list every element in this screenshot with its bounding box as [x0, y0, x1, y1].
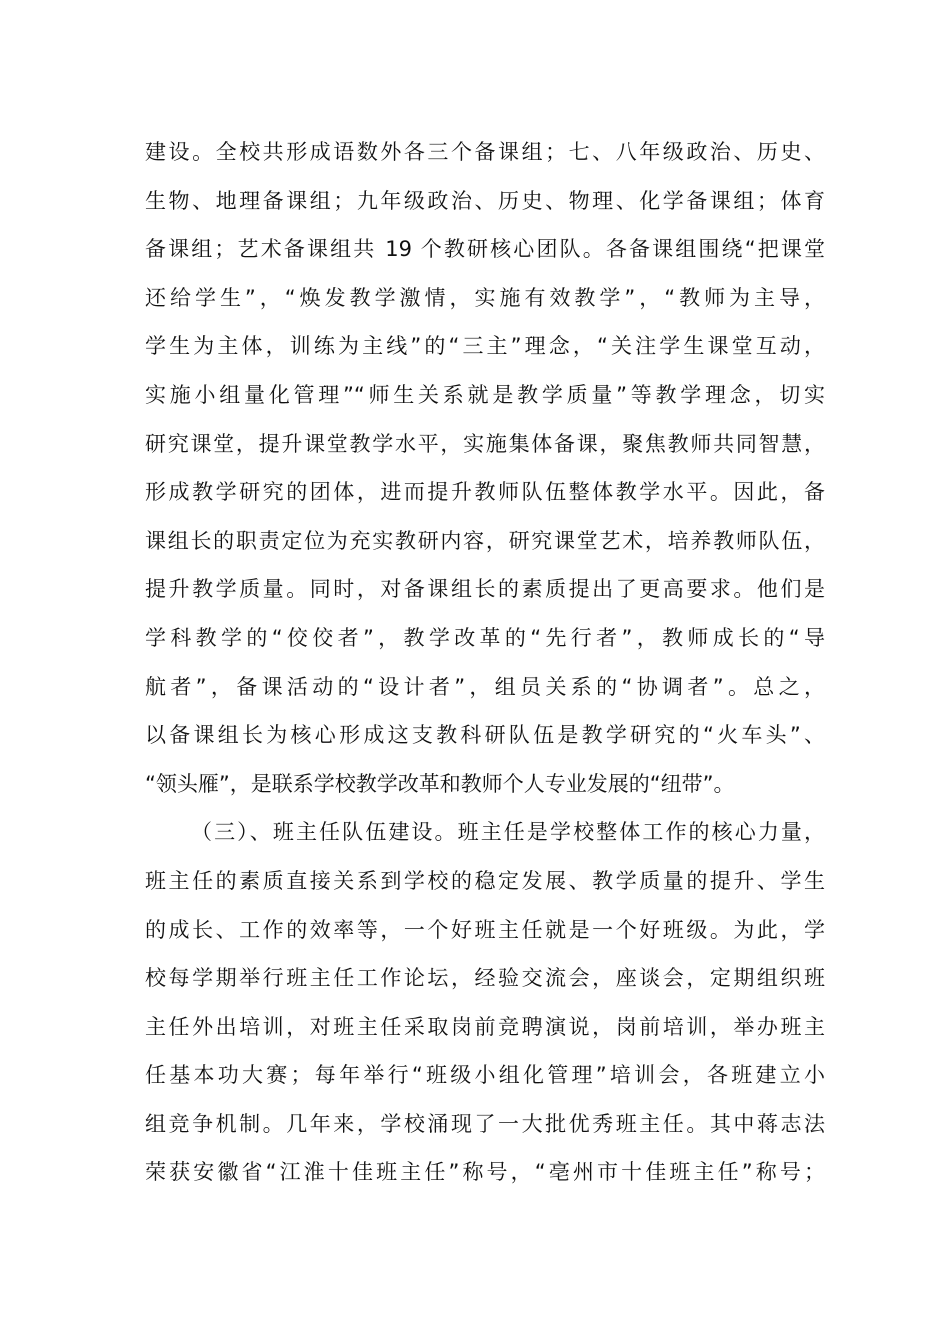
- paragraph-start-line: （三）、班主任队伍建设。班主任是学校整体工作的核心力量，: [191, 820, 825, 845]
- text-line: 主任外出培训，对班主任采取岗前竞聘演说，岗前培训，举办班主: [145, 1014, 825, 1039]
- text-line: 的成长、工作的效率等，一个好班主任就是一个好班级。为此，学: [145, 917, 825, 942]
- text-line: 荣获安徽省“江淮十佳班主任”称号，“亳州市十佳班主任”称号；: [145, 1160, 825, 1185]
- text-line: 以备课组长为核心形成这支教科研队伍是教学研究的“火车头”、: [145, 723, 825, 748]
- text-line: 形成教学研究的团体，进而提升教师队伍整体教学水平。因此，备: [145, 480, 825, 505]
- text-line: 实施小组量化管理”“师生关系就是教学质量”等教学理念，切实: [145, 382, 825, 407]
- text-line: 研究课堂，提升课堂教学水平，实施集体备课，聚焦教师共同智慧，: [145, 431, 825, 456]
- text-line: 任基本功大赛；每年举行“班级小组化管理”培训会，各班建立小: [145, 1063, 825, 1088]
- text-line: 备课组；艺术备课组共 19 个教研核心团队。各备课组围绕“把课堂: [145, 237, 825, 262]
- text-line: 组竞争机制。几年来，学校涌现了一大批优秀班主任。其中蒋志法: [145, 1111, 825, 1136]
- text-line: 生物、地理备课组；九年级政治、历史、物理、化学备课组；体育: [145, 188, 825, 213]
- text-line: 学科教学的“佼佼者”，教学改革的“先行者”，教师成长的“导: [145, 625, 825, 650]
- body-text: [145, 128, 825, 1197]
- text-line: 课组长的职责定位为充实教研内容，研究课堂艺术，培养教师队伍，: [145, 528, 825, 553]
- text-line: 学生为主体，训练为主线”的“三主”理念，“关注学生课堂互动，: [145, 334, 825, 359]
- text-line: 还给学生”，“焕发教学激情，实施有效教学”，“教师为主导，: [145, 285, 825, 310]
- text-line: 建设。全校共形成语数外各三个备课组；七、八年级政治、历史、: [145, 140, 825, 164]
- text-line: 提升教学质量。同时，对备课组长的素质提出了更高要求。他们是: [145, 577, 825, 602]
- text-line: “领头雁”，是联系学校教学改革和教师个人专业发展的“纽带”。: [145, 771, 735, 796]
- text-line: 班主任的素质直接关系到学校的稳定发展、教学质量的提升、学生: [145, 868, 825, 893]
- text-line: 航者”，备课活动的“设计者”，组员关系的“协调者”。总之，: [145, 674, 825, 699]
- text-line: 校每学期举行班主任工作论坛，经验交流会，座谈会，定期组织班: [145, 966, 825, 991]
